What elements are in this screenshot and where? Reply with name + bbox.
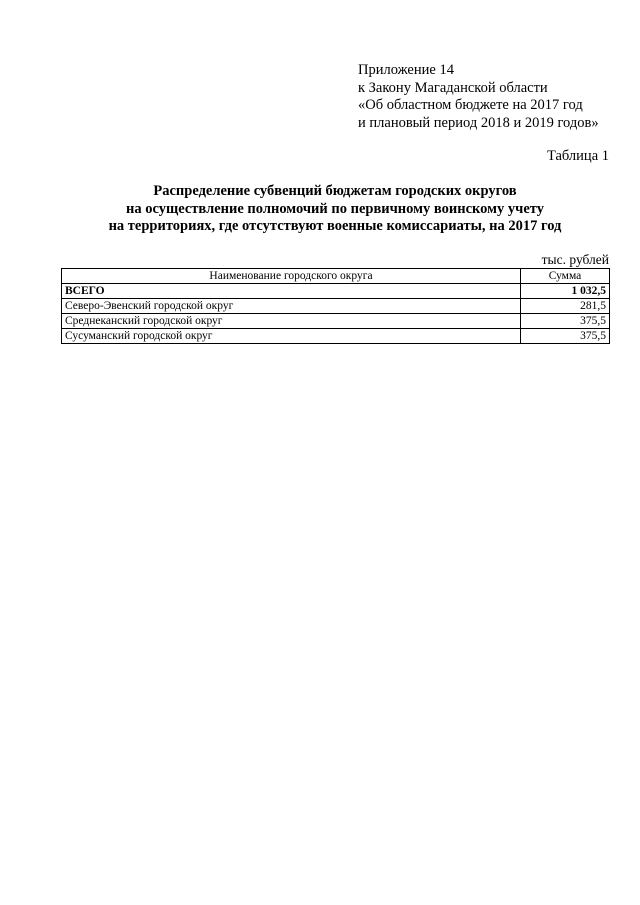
district-sum: 375,5 xyxy=(521,329,610,344)
total-row xyxy=(62,284,610,299)
table-header-row xyxy=(62,269,610,284)
district-sum: 375,5 xyxy=(521,314,610,329)
district-name: Северо-Эвенский городской округ xyxy=(62,299,521,314)
appendix-line: «Об областном бюджете на 2017 год xyxy=(358,97,583,113)
district-name: Среднеканский городской округ xyxy=(62,314,521,329)
table-row xyxy=(62,314,610,329)
appendix-line: к Закону Магаданской области xyxy=(358,79,548,96)
column-header-name: Наименование городского округа xyxy=(62,269,521,284)
total-sum: 1 032,5 xyxy=(521,284,610,299)
document-title xyxy=(60,183,610,236)
units-caption: тыс. рублей xyxy=(541,252,609,267)
total-label: ВСЕГО xyxy=(62,284,521,299)
title-line: на осуществление полномочий по первичному воинскому учету xyxy=(126,200,544,217)
table-number: Таблица 1 xyxy=(546,148,609,164)
table-row xyxy=(62,329,610,344)
appendix-line: и плановый период 2018 и 2019 годов» xyxy=(358,114,599,131)
title-line: на территориях, где отсутствуют военные комиссариаты, на 2017 год xyxy=(108,218,562,234)
subvention-table xyxy=(61,268,610,344)
title-line: Распределение субвенций бюджетам городских округов xyxy=(153,183,517,199)
district-name: Сусуманский городской округ xyxy=(62,329,521,344)
column-header-sum: Сумма xyxy=(521,269,610,284)
appendix-header xyxy=(358,62,599,132)
appendix-line: Приложение 14 xyxy=(358,62,454,78)
table-row xyxy=(62,299,610,314)
district-sum: 281,5 xyxy=(521,299,610,314)
